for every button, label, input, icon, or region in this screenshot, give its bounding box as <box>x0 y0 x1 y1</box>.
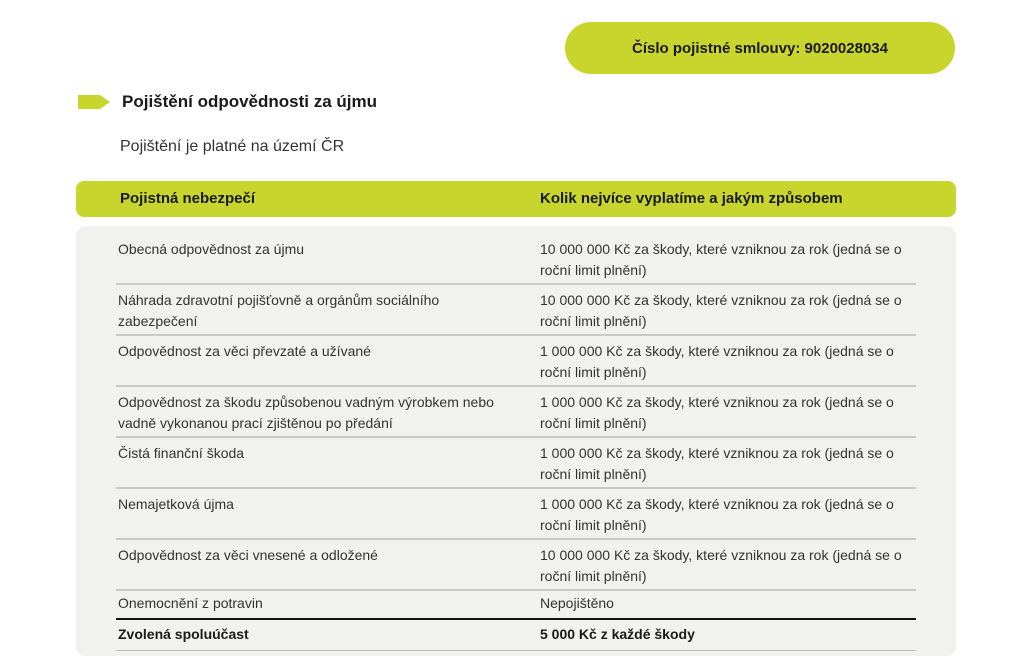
deductible-label: Zvolená spoluúčast <box>118 626 249 642</box>
deductible-row <box>116 620 916 651</box>
table-row <box>116 234 916 285</box>
risk-cell: Obecná odpovědnost za újmu <box>118 241 305 257</box>
limit-cell: 1 000 000 Kč za škody, které vzniknou za rok (jedná se o roční limit plnění) <box>540 445 894 482</box>
risk-cell: Čistá finanční škoda <box>118 445 245 461</box>
table-header <box>76 181 956 217</box>
risk-cell: Nemajetková újma <box>118 496 234 512</box>
table-row <box>116 387 916 438</box>
table-row <box>116 285 916 336</box>
limit-cell: 10 000 000 Kč za škody, které vzniknou za rok (jedná se o roční limit plnění) <box>540 241 902 278</box>
section-title: Pojištění odpovědnosti za újmu <box>122 92 378 111</box>
table-row <box>116 438 916 489</box>
arrow-right-icon <box>78 92 112 112</box>
section-subtitle: Pojištění je platné na území ČR <box>120 138 345 155</box>
deductible-value: 5 000 Kč z každé škody <box>540 626 695 642</box>
table-row <box>116 336 916 387</box>
limit-cell: 1 000 000 Kč za škody, které vzniknou za rok (jedná se o roční limit plnění) <box>540 394 894 431</box>
header-limits: Kolik nejvíce vyplatíme a jakým způsobem <box>540 190 843 207</box>
risk-cell: Odpovědnost za věci převzaté a užívané <box>118 343 371 359</box>
header-risks: Pojistná nebezpečí <box>120 190 256 207</box>
risk-cell: Odpovědnost za věci vnesené a odložené <box>118 547 378 563</box>
limit-cell: Nepojištěno <box>540 595 614 611</box>
coverage-table <box>76 226 956 656</box>
risk-cell: Onemocnění z potravin <box>118 595 263 611</box>
section-heading <box>78 90 377 114</box>
table-row <box>116 540 916 591</box>
table-row <box>116 591 916 620</box>
limit-cell: 10 000 000 Kč za škody, které vzniknou za rok (jedná se o roční limit plnění) <box>540 292 902 329</box>
table-row <box>116 489 916 540</box>
contract-number-label: Číslo pojistné smlouvy: 9020028034 <box>632 39 888 57</box>
risk-cell: Odpovědnost za škodu způsobenou vadným výrobkem nebo vadně vykonanou prací zjištěnou po předání <box>118 394 494 431</box>
limit-cell: 1 000 000 Kč za škody, které vzniknou za rok (jedná se o roční limit plnění) <box>540 343 894 380</box>
risk-cell: Náhrada zdravotní pojišťovně a orgánům sociálního zabezpečení <box>118 292 440 329</box>
contract-number-badge <box>565 22 955 74</box>
limit-cell: 1 000 000 Kč za škody, které vzniknou za rok (jedná se o roční limit plnění) <box>540 496 894 533</box>
limit-cell: 10 000 000 Kč za škody, které vzniknou za rok (jedná se o roční limit plnění) <box>540 547 902 584</box>
